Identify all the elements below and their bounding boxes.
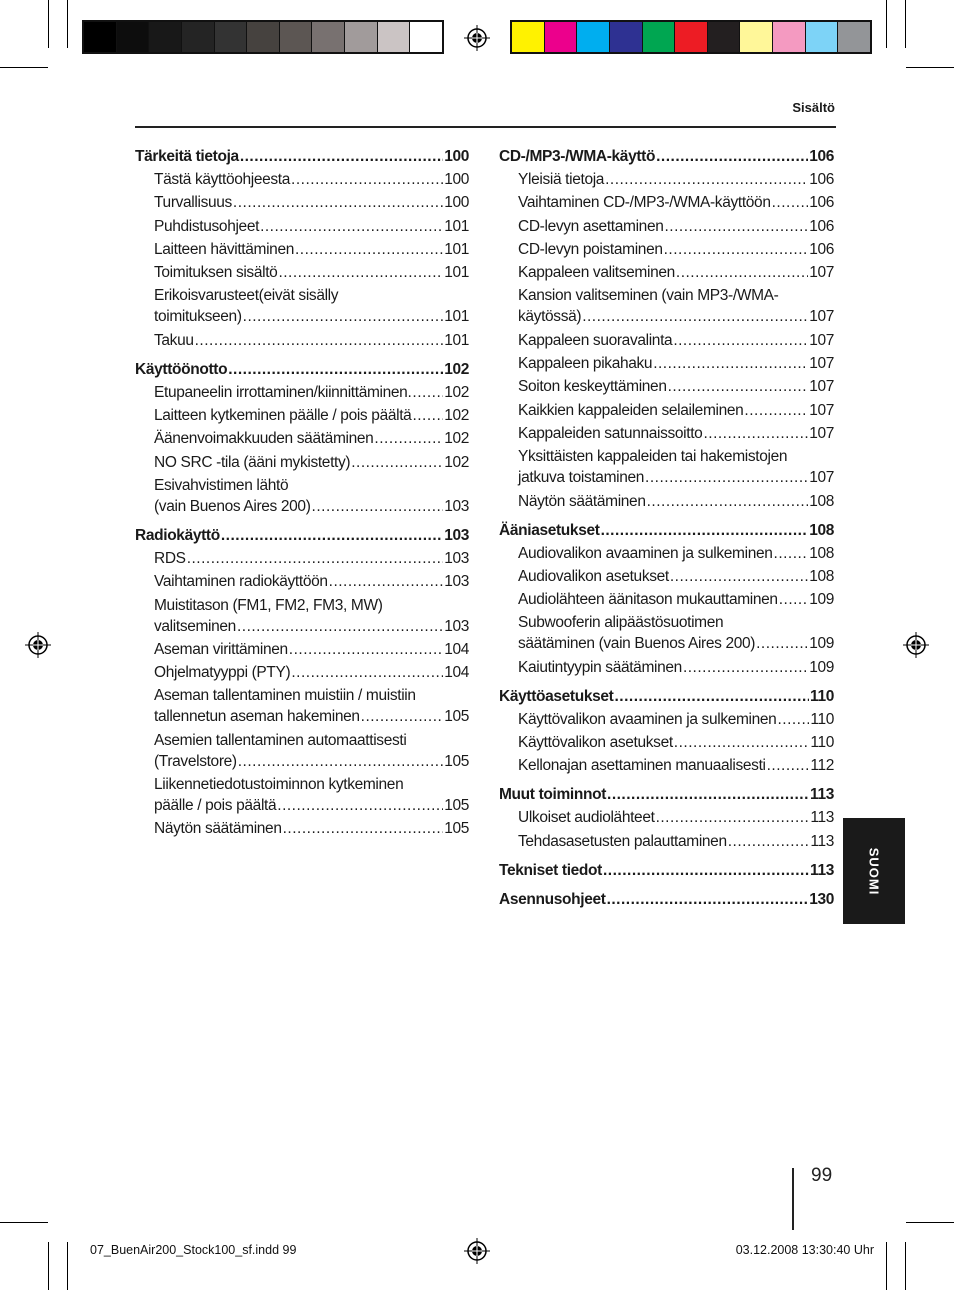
toc-item-page: 101 <box>444 308 469 326</box>
toc-item <box>499 709 834 730</box>
language-tab-text: SUOMI <box>866 847 882 895</box>
toc-item <box>499 755 834 776</box>
toc-item-page: 103 <box>444 497 469 515</box>
toc-item <box>499 423 834 444</box>
registration-mark-icon <box>464 25 490 51</box>
toc-item-title: toimitukseen) <box>154 308 242 326</box>
dot-leader <box>668 376 809 397</box>
dot-leader <box>728 831 810 852</box>
toc-item-line: Erikoisvarusteet(eivät sisälly <box>154 287 339 305</box>
toc-item-title: Audiolähteen äänitason mukauttaminen <box>518 591 778 609</box>
toc-item-line: Asemien tallentaminen automaattisesti <box>154 731 407 749</box>
dot-leader <box>233 192 443 213</box>
toc-item <box>499 491 834 512</box>
toc-item <box>499 467 834 488</box>
toc-item-page: 103 <box>444 549 469 567</box>
toc-item-title: päälle / pois päältä <box>154 797 277 815</box>
crop-mark <box>886 1242 887 1290</box>
toc-section-title: Tärkeitä tietoja <box>135 148 239 165</box>
color-swatch <box>772 22 805 52</box>
toc-item-title: Turvallisuus <box>154 194 232 212</box>
color-swatch <box>246 22 279 52</box>
toc-item <box>499 831 834 852</box>
toc-column-left <box>135 146 469 842</box>
toc-item-title: Kappaleen valitseminen <box>518 264 675 282</box>
toc-item-page: 105 <box>444 797 469 815</box>
toc-item <box>135 405 469 426</box>
toc-column-right <box>499 146 834 912</box>
crop-mark <box>67 0 68 48</box>
toc-item <box>135 452 469 473</box>
dot-leader <box>744 400 808 421</box>
toc-item-title: Laitteen hävittäminen <box>154 240 294 258</box>
crop-mark <box>48 1242 49 1290</box>
toc-item <box>499 633 834 654</box>
dot-leader <box>656 146 808 167</box>
toc-item-page: 106 <box>809 240 834 258</box>
dot-leader <box>607 889 809 910</box>
toc-item <box>135 169 469 190</box>
toc-section-page: 130 <box>809 890 834 908</box>
dot-leader <box>351 452 443 473</box>
toc-item-page: 113 <box>810 809 834 827</box>
dot-leader <box>656 807 810 828</box>
color-swatch <box>837 22 870 52</box>
color-swatch <box>576 22 609 52</box>
toc-item <box>499 216 834 237</box>
toc-item <box>135 496 469 517</box>
toc-item-page: 104 <box>444 664 469 682</box>
toc-item-line: Subwooferin alipäästösuotimen <box>518 614 724 632</box>
toc-item-title: Kellonajan asettaminen manuaalisesti <box>518 757 766 775</box>
language-tab-label <box>843 818 905 924</box>
dot-leader <box>683 657 808 678</box>
dot-leader <box>291 169 443 190</box>
dot-leader <box>779 589 808 610</box>
toc-item-page: 101 <box>444 331 469 349</box>
dot-leader <box>295 239 443 260</box>
toc-item-title: Kappaleen pikahaku <box>518 355 653 373</box>
toc-item-title: Kaikkien kappaleiden selaileminen <box>518 401 744 419</box>
toc-item-title: Vaihtaminen CD-/MP3-/WMA-käyttöön <box>518 194 771 212</box>
dot-leader <box>195 330 444 351</box>
toc-section <box>499 860 834 881</box>
toc-item-page: 110 <box>810 734 834 752</box>
toc-section <box>499 889 834 910</box>
toc-item-page: 100 <box>444 171 469 188</box>
dot-leader <box>278 262 443 283</box>
toc-item-title: (Travelstore) <box>154 752 237 770</box>
toc-item <box>135 751 469 772</box>
toc-section-title: Radiokäyttö <box>135 526 220 544</box>
toc-item-title: Takuu <box>154 331 194 349</box>
toc-item-title: Toimituksen sisältö <box>154 264 278 282</box>
color-swatch <box>279 22 312 52</box>
toc-item-page: 107 <box>809 355 834 373</box>
registration-mark-icon <box>464 1238 490 1264</box>
toc-item-page: 109 <box>809 635 834 653</box>
dot-leader <box>228 359 443 380</box>
toc-item-page: 101 <box>444 264 469 282</box>
toc-item-page: 112 <box>810 757 834 775</box>
dot-leader <box>603 860 809 881</box>
toc-item <box>499 262 834 283</box>
toc-item-page: 107 <box>809 401 834 419</box>
crop-mark <box>0 1222 48 1223</box>
crop-mark <box>905 0 906 48</box>
toc-section-page: 110 <box>810 687 834 705</box>
color-swatch <box>674 22 707 52</box>
toc-item <box>135 818 469 839</box>
dot-leader <box>243 306 444 327</box>
dot-leader <box>670 566 808 587</box>
toc-item-title: NO SRC -tila (ääni mykistetty) <box>154 453 351 471</box>
dot-leader <box>187 548 444 569</box>
toc-section-title: Käyttöasetukset <box>499 687 614 705</box>
toc-section <box>499 520 834 541</box>
toc-section-page: 102 <box>444 360 469 378</box>
toc-item-page: 102 <box>444 383 469 401</box>
dot-leader <box>615 686 810 707</box>
dot-leader <box>674 732 810 753</box>
toc-item-title: Kappaleiden satunnaissoitto <box>518 424 703 442</box>
toc-section <box>135 146 469 167</box>
dot-leader <box>283 818 444 839</box>
toc-item-page: 104 <box>444 640 469 658</box>
toc-item <box>135 706 469 727</box>
dot-leader <box>412 382 443 403</box>
toc-item-title: Yleisiä tietoja <box>518 171 605 188</box>
toc-section-title: Asennusohjeet <box>499 890 606 908</box>
toc-item <box>135 239 469 260</box>
toc-item-title: Laitteen kytkeminen päälle / pois päältä <box>154 407 412 425</box>
toc-item-line: Kansion valitseminen (vain MP3-/WMA- <box>518 287 779 305</box>
toc-item-page: 109 <box>809 658 834 676</box>
toc-item <box>135 330 469 351</box>
toc-section-title: Muut toiminnot <box>499 786 607 804</box>
toc-section-page: 113 <box>810 786 834 804</box>
toc-item-page: 108 <box>809 492 834 510</box>
crop-mark <box>906 1222 954 1223</box>
toc-item-title: (vain Buenos Aires 200) <box>154 497 311 515</box>
toc-item-title: CD-levyn poistaminen <box>518 240 663 258</box>
registration-mark-icon <box>903 632 929 658</box>
toc-item-page: 105 <box>444 752 469 770</box>
toc-item <box>499 330 834 351</box>
toc-item <box>135 262 469 283</box>
color-swatch <box>642 22 675 52</box>
toc-item <box>499 306 834 327</box>
color-swatch <box>344 22 377 52</box>
color-swatch <box>544 22 577 52</box>
toc-item-page: 103 <box>444 617 469 635</box>
dot-leader <box>260 216 443 237</box>
toc-item-title: Käyttövalikon avaaminen ja sulkeminen <box>518 710 777 728</box>
page-number: 99 <box>811 1165 833 1186</box>
toc-item <box>499 400 834 421</box>
toc-item-title: Audiovalikon asetukset <box>518 567 669 585</box>
color-swatch <box>512 22 544 52</box>
dot-leader <box>664 239 809 260</box>
toc-item <box>135 639 469 660</box>
toc-item-page: 102 <box>444 453 469 471</box>
dot-leader <box>664 216 808 237</box>
toc-item <box>499 169 834 190</box>
dot-leader <box>582 306 808 327</box>
toc-item <box>135 548 469 569</box>
toc-item <box>499 376 834 397</box>
toc-item-line: Muistitason (FM1, FM2, FM3, MW) <box>154 596 383 614</box>
toc-section <box>135 525 469 546</box>
toc-item-page: 107 <box>809 308 834 326</box>
toc-item <box>135 795 469 816</box>
toc-item-line: Yksittäisten kappaleiden tai hakemistojen <box>518 448 788 466</box>
toc-section-page: 113 <box>810 861 834 879</box>
toc-item-page: 101 <box>444 217 469 235</box>
toc-item-page: 105 <box>444 708 469 726</box>
dot-leader <box>312 496 444 517</box>
color-swatch <box>214 22 247 52</box>
toc-item-title: Käyttövalikon asetukset <box>518 734 673 752</box>
toc-item-title: CD-levyn asettaminen <box>518 217 664 235</box>
dot-leader <box>645 467 808 488</box>
crop-mark <box>886 0 887 48</box>
dot-leader <box>756 633 808 654</box>
crop-mark <box>0 67 48 68</box>
color-swatch <box>181 22 214 52</box>
toc-item-title: Kaiutintyypin säätäminen <box>518 658 682 676</box>
color-swatch <box>311 22 344 52</box>
toc-item-title: Tästä käyttöohjeesta <box>154 171 291 188</box>
toc-item-page: 106 <box>809 194 834 212</box>
dot-leader <box>777 709 809 730</box>
section-title: Sisältö <box>792 100 835 115</box>
toc-item-page: 107 <box>809 424 834 442</box>
toc-item <box>499 589 834 610</box>
toc-item-page: 110 <box>810 710 834 728</box>
color-swatch <box>805 22 838 52</box>
toc-item-page: 100 <box>444 194 469 212</box>
toc-item-title: Näytön säätäminen <box>518 492 646 510</box>
dot-leader <box>653 353 808 374</box>
toc-item <box>135 306 469 327</box>
dot-leader <box>361 706 444 727</box>
toc-item-line: Liikennetiedotustoiminnon kytkeminen <box>154 776 404 794</box>
color-swatch <box>148 22 181 52</box>
dot-leader <box>374 428 443 449</box>
toc-item-title: Ohjelmatyyppi (PTY) <box>154 664 291 682</box>
dot-leader <box>289 639 443 660</box>
toc-item <box>135 428 469 449</box>
toc-item-title: Näytön säätäminen <box>154 820 282 838</box>
toc-section-page: 100 <box>444 148 469 165</box>
toc-item-page: 106 <box>809 217 834 235</box>
toc-item-page: 102 <box>444 430 469 448</box>
color-swatch <box>739 22 772 52</box>
crop-mark <box>906 67 954 68</box>
dot-leader <box>329 571 444 592</box>
color-swatch <box>707 22 740 52</box>
dot-leader <box>291 662 443 683</box>
dot-leader <box>412 405 443 426</box>
toc-item-title: Aseman virittäminen <box>154 640 288 658</box>
toc-item-page: 109 <box>809 591 834 609</box>
footer-file-info: 07_BuenAir200_Stock100_sf.indd 99 <box>90 1243 297 1257</box>
dot-leader <box>601 520 809 541</box>
toc-item-page: 105 <box>444 820 469 838</box>
toc-item <box>499 732 834 753</box>
toc-section-title: Ääniasetukset <box>499 521 600 539</box>
toc-item-page: 103 <box>444 573 469 591</box>
toc-item <box>135 616 469 637</box>
toc-item <box>499 543 834 564</box>
toc-section-title: CD-/MP3-/WMA-käyttö <box>499 148 656 165</box>
toc-item-page: 102 <box>444 407 469 425</box>
toc-item-title: Etupaneelin irrottaminen/kiinnittäminen. <box>154 383 412 401</box>
toc-item-title: Vaihtaminen radiokäyttöön <box>154 573 328 591</box>
color-bar <box>510 20 872 54</box>
toc-item-page: 106 <box>809 171 834 188</box>
toc-section <box>499 686 834 707</box>
header-rule <box>135 126 836 128</box>
toc-item-title: Äänenvoimakkuuden säätäminen <box>154 430 374 448</box>
toc-item <box>135 662 469 683</box>
toc-item-page: 101 <box>444 240 469 258</box>
toc-item-title: jatkuva toistaminen <box>518 469 645 487</box>
toc-item <box>499 657 834 678</box>
crop-mark <box>905 1242 906 1290</box>
dot-leader <box>647 491 809 512</box>
toc-item-title: Ulkoiset audiolähteet <box>518 809 655 827</box>
toc-item <box>135 216 469 237</box>
dot-leader <box>221 525 443 546</box>
toc-item <box>499 192 834 213</box>
toc-item <box>499 353 834 374</box>
page-number-rule <box>792 1168 794 1230</box>
dot-leader <box>605 169 808 190</box>
toc-item-title: Puhdistusohjeet <box>154 217 260 235</box>
toc-item-page: 113 <box>810 832 834 850</box>
toc-item-title: Soiton keskeyttäminen <box>518 378 667 396</box>
dot-leader <box>774 543 809 564</box>
dot-leader <box>607 784 809 805</box>
toc-item-page: 107 <box>809 264 834 282</box>
toc-item-page: 108 <box>809 567 834 585</box>
dot-leader <box>240 146 443 167</box>
toc-item-page: 108 <box>809 544 834 562</box>
grayscale-bar <box>82 20 444 54</box>
toc-item-line: Aseman tallentaminen muistiin / muistiin <box>154 687 416 705</box>
dot-leader <box>767 755 810 776</box>
toc-section-page: 108 <box>809 521 834 539</box>
toc-item-title: RDS <box>154 549 186 567</box>
dot-leader <box>673 330 808 351</box>
toc-item-title: Tehdasasetusten palauttaminen <box>518 832 727 850</box>
toc-item-title: tallennetun aseman hakeminen <box>154 708 360 726</box>
toc-item <box>499 807 834 828</box>
toc-section-page: 103 <box>444 526 469 544</box>
footer-timestamp: 03.12.2008 13:30:40 Uhr <box>735 1243 874 1257</box>
toc-item-page: 107 <box>809 378 834 396</box>
toc-item-title: säätäminen (vain Buenos Aires 200) <box>518 635 756 653</box>
toc-item-page: 107 <box>809 331 834 349</box>
toc-item <box>135 192 469 213</box>
color-swatch <box>609 22 642 52</box>
toc-item-title: Audiovalikon avaaminen ja sulkeminen <box>518 544 773 562</box>
toc-section-title: Tekniset tiedot <box>499 861 602 879</box>
toc-item-title: käytössä) <box>518 308 582 326</box>
color-swatch <box>409 22 442 52</box>
dot-leader <box>772 192 809 213</box>
toc-section <box>499 146 834 167</box>
dot-leader <box>676 262 808 283</box>
toc-section <box>135 359 469 380</box>
toc-item-page: 107 <box>809 469 834 487</box>
registration-mark-icon <box>25 632 51 658</box>
dot-leader <box>277 795 443 816</box>
toc-section-page: 106 <box>809 148 834 165</box>
color-swatch <box>116 22 149 52</box>
crop-mark <box>48 0 49 48</box>
toc-item <box>135 382 469 403</box>
dot-leader <box>237 616 443 637</box>
toc-item <box>135 571 469 592</box>
color-swatch <box>84 22 116 52</box>
toc-item <box>499 566 834 587</box>
toc-section-title: Käyttöönotto <box>135 360 228 378</box>
toc-item-line: Esivahvistimen lähtö <box>154 476 289 494</box>
dot-leader <box>703 423 808 444</box>
crop-mark <box>67 1242 68 1290</box>
dot-leader <box>238 751 443 772</box>
toc-item-title: valitseminen <box>154 617 236 635</box>
toc-item <box>499 239 834 260</box>
color-swatch <box>377 22 410 52</box>
toc-item-title: Kappaleen suoravalinta <box>518 331 673 349</box>
toc-section <box>499 784 834 805</box>
